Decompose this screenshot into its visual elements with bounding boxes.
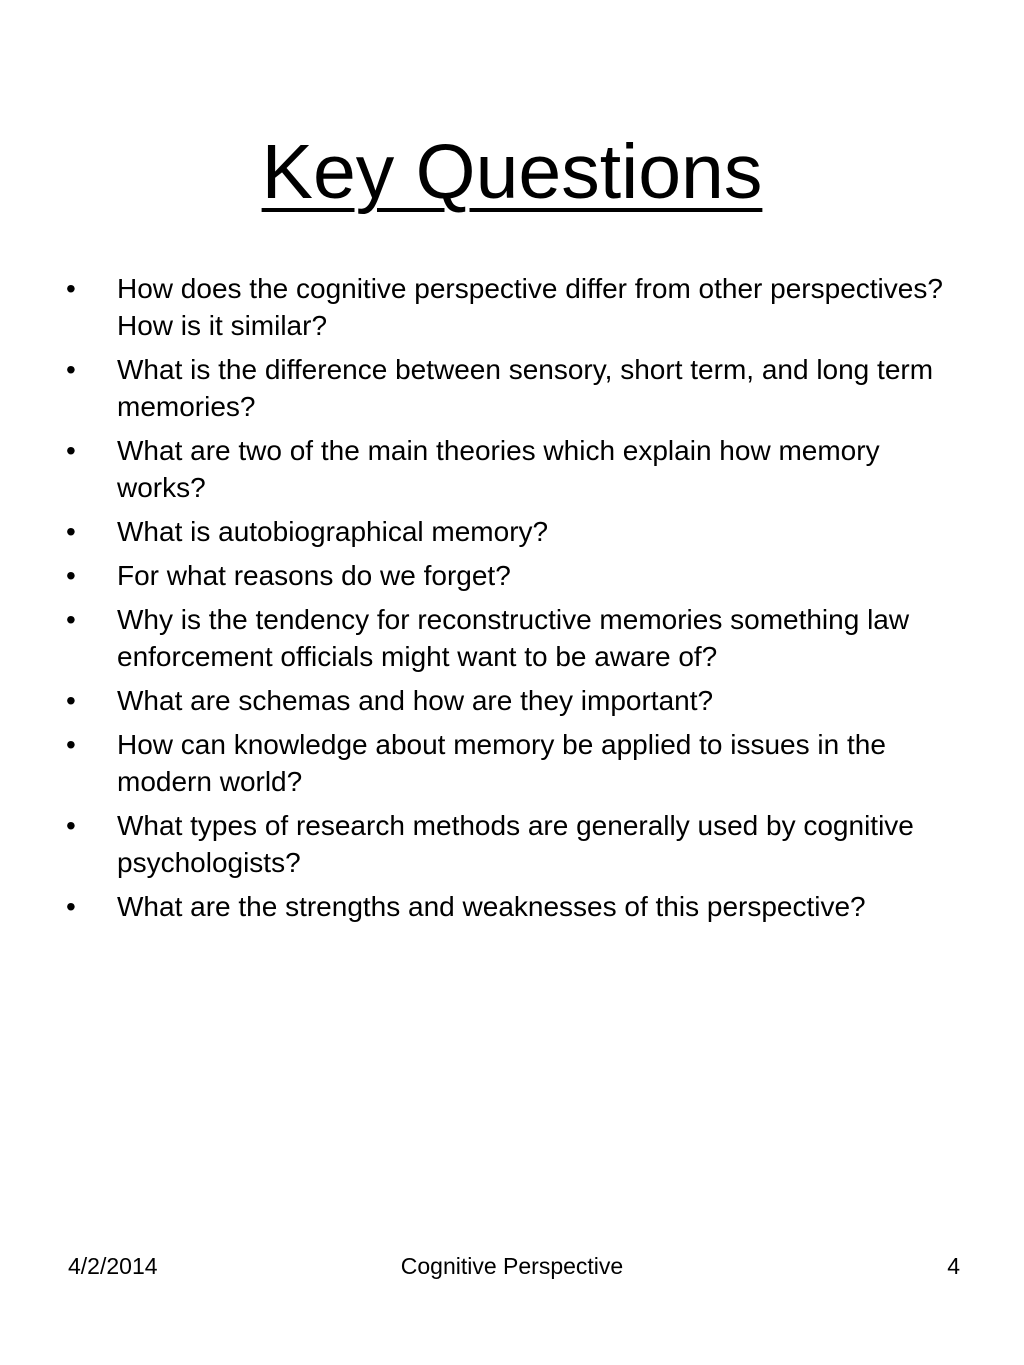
- bullet-list: [62, 270, 962, 932]
- bullet-item: [62, 270, 962, 344]
- bullet-icon: •: [66, 685, 76, 716]
- bullet-text: How can knowledge about memory be applied to issues in the modern world?: [117, 729, 886, 797]
- bullet-item: [62, 601, 962, 675]
- slide-title-text: Key Questions: [261, 129, 763, 215]
- bullet-item: [62, 432, 962, 506]
- bullet-text: Why is the tendency for reconstructive memories something law enforcement officials might want to be aware of?: [117, 604, 910, 672]
- bullet-text: What types of research methods are generally used by cognitive psychologists?: [117, 810, 914, 878]
- bullet-icon: •: [66, 891, 76, 922]
- bullet-item: [62, 682, 962, 719]
- bullet-icon: •: [66, 604, 76, 635]
- footer-date: 4/2/2014: [68, 1253, 158, 1279]
- footer-title: Cognitive Perspective: [400, 1253, 624, 1279]
- bullet-text: What is the difference between sensory, short term, and long term memories?: [117, 354, 934, 422]
- bullet-text: How does the cognitive perspective differ from other perspectives? How is it similar?: [117, 273, 943, 341]
- bullet-icon: •: [66, 354, 76, 385]
- bullet-icon: •: [66, 435, 76, 466]
- bullet-icon: •: [66, 516, 76, 547]
- bullet-icon: •: [66, 560, 76, 591]
- footer-page-number: 4: [947, 1253, 960, 1279]
- bullet-text: For what reasons do we forget?: [117, 560, 511, 591]
- bullet-text: What are two of the main theories which explain how memory works?: [117, 435, 880, 503]
- bullet-text: What are the strengths and weaknesses of this perspective?: [117, 891, 866, 922]
- bullet-text: What is autobiographical memory?: [117, 516, 549, 547]
- bullet-item: [62, 807, 962, 881]
- bullet-icon: •: [66, 729, 76, 760]
- bullet-text: What are schemas and how are they important?: [117, 685, 714, 716]
- slide-title: [0, 126, 1024, 218]
- bullet-item: [62, 888, 962, 925]
- bullet-item: [62, 351, 962, 425]
- bullet-icon: •: [66, 810, 76, 841]
- bullet-item: [62, 557, 962, 594]
- bullet-icon: •: [66, 273, 76, 304]
- bullet-item: [62, 513, 962, 550]
- bullet-item: [62, 726, 962, 800]
